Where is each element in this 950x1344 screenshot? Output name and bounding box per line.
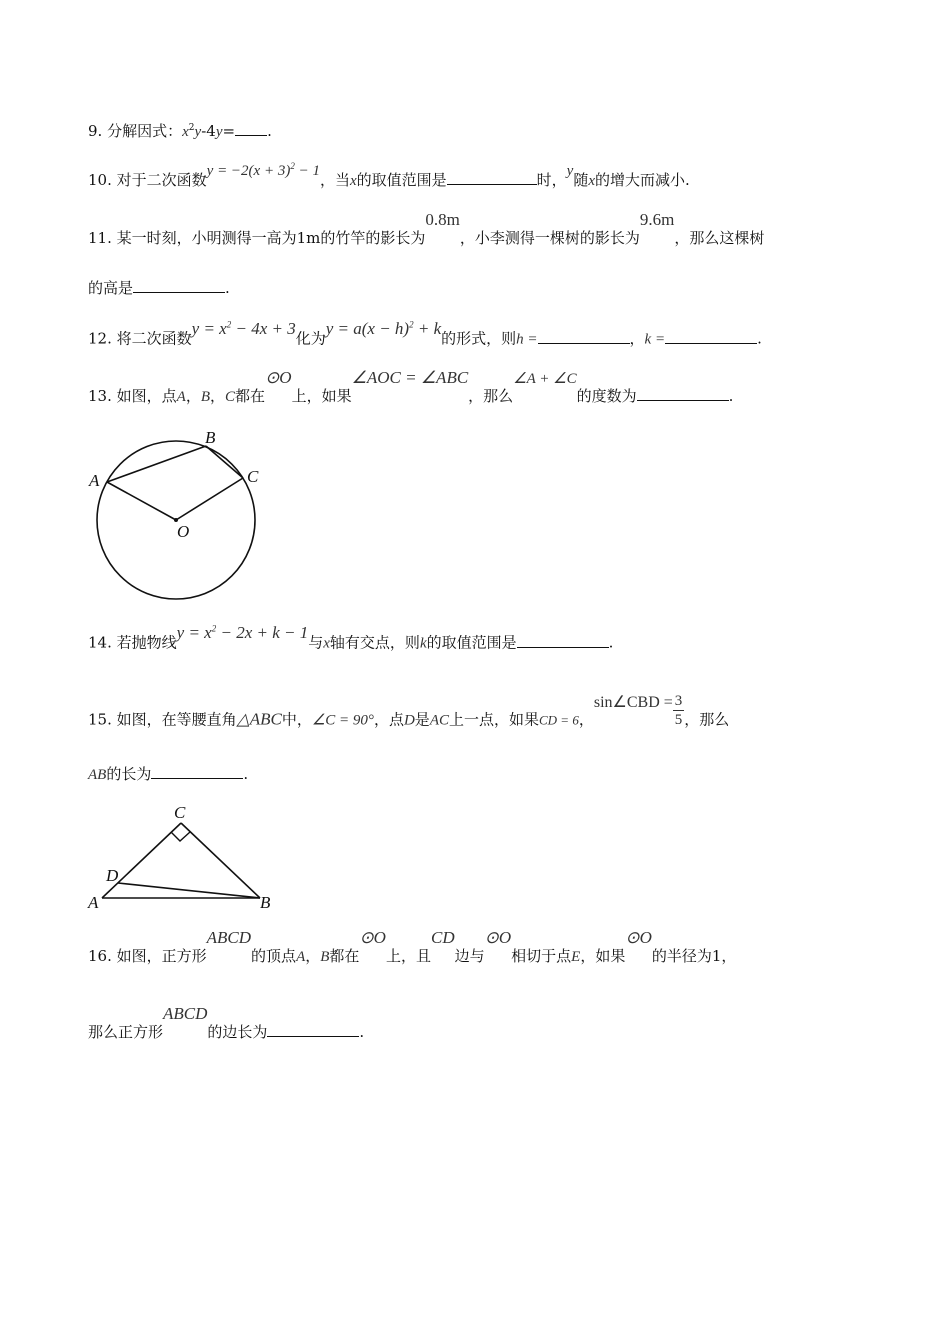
- quadratic-formula: $y = -2(x + 3)^2 - 1$: [206, 161, 320, 179]
- question-12: 12. 将二次函数$y = x^2 - 4x + 3$化为$y = a(x - h)^2 + k$的形式，则h = ，k = .: [88, 318, 762, 348]
- answer-blank[interactable]: [235, 121, 267, 136]
- answer-blank[interactable]: [267, 1022, 359, 1037]
- question-number: 9.: [88, 122, 103, 140]
- right-angle-mark: [171, 832, 190, 841]
- question-number: 16.: [88, 947, 112, 965]
- question-15-cont: AB的长为 .: [88, 765, 249, 783]
- label-a: A: [89, 471, 100, 490]
- question-number: 13.: [88, 387, 112, 405]
- answer-blank[interactable]: [517, 633, 609, 648]
- answer-blank[interactable]: [637, 386, 729, 401]
- segment-bc: [181, 823, 260, 898]
- formula-vertex: $y = a(x - h)^2 + k$: [325, 318, 442, 338]
- question-16: 16. 如图，正方形ABCD的顶点A，B都在⊙O上，且CD边与⊙O相切于点E，如果⊙O的半径为1，: [88, 928, 737, 965]
- answer-blank-k[interactable]: [665, 329, 757, 344]
- answer-blank[interactable]: [133, 278, 225, 293]
- figure-13-circle: [80, 425, 280, 605]
- segment-bd: [118, 883, 260, 898]
- question-14: 14. 若抛物线$y = x^2 - 2x + k - 1$与x轴有交点，则k的取值范围是 .: [88, 622, 614, 652]
- question-number: 15.: [88, 710, 112, 729]
- segment-ao: [107, 482, 176, 520]
- question-9: 9. 分解因式：$x^2y-4y=$ .: [88, 122, 272, 140]
- question-16-cont: 那么正方形ABCD的边长为 .: [88, 1004, 365, 1041]
- label-d: D: [106, 866, 119, 885]
- segment-ab: [107, 446, 206, 482]
- parabola-formula: $y = x^2 - 2x + k - 1$: [176, 622, 309, 642]
- figure-15-triangle: [84, 800, 284, 912]
- answer-blank[interactable]: [151, 764, 243, 779]
- answer-blank-h[interactable]: [538, 329, 630, 344]
- segment-bc: [206, 446, 243, 478]
- question-number: 14.: [88, 633, 112, 652]
- formula-standard: $y = x^2 - 4x + 3$: [191, 318, 296, 338]
- fraction-3-5: $\frac{3}{5}$: [674, 693, 683, 728]
- label-c: C: [247, 467, 259, 486]
- question-11-cont: 的高是 .: [88, 279, 230, 297]
- segment-co: [176, 478, 243, 520]
- question-15: 15. 如图，在等腰直角△ABC中，∠C = 90°，点D是AC上一点，如果CD = 6，sin∠CBD = $\frac{3}{5}$ ，那么: [88, 693, 730, 729]
- question-number: 11.: [88, 229, 112, 247]
- question-number: 12.: [88, 329, 112, 348]
- question-10: 10. 对于二次函数$y = -2(x + 3)^2 - 1$，当x的取值范围是 时，y随x的增大而减小.: [88, 161, 690, 189]
- question-11: 11. 某一时刻，小明测得一高为1m的竹竿的影长为0.8m，小李测得一棵树的影长为9.6m，那么这棵树: [88, 210, 765, 247]
- label-b: B: [260, 893, 271, 912]
- label-a: A: [88, 893, 99, 912]
- question-number: 10.: [88, 171, 112, 189]
- question-13: 13. 如图，点A，B，C都在⊙O上，如果∠AOC = ∠ABC，那么∠A + ∠C的度数为 .: [88, 368, 734, 405]
- segment-ac: [102, 823, 181, 898]
- label-c: C: [174, 803, 186, 822]
- label-b: B: [205, 428, 216, 447]
- label-o: O: [177, 522, 190, 541]
- answer-blank[interactable]: [447, 170, 537, 185]
